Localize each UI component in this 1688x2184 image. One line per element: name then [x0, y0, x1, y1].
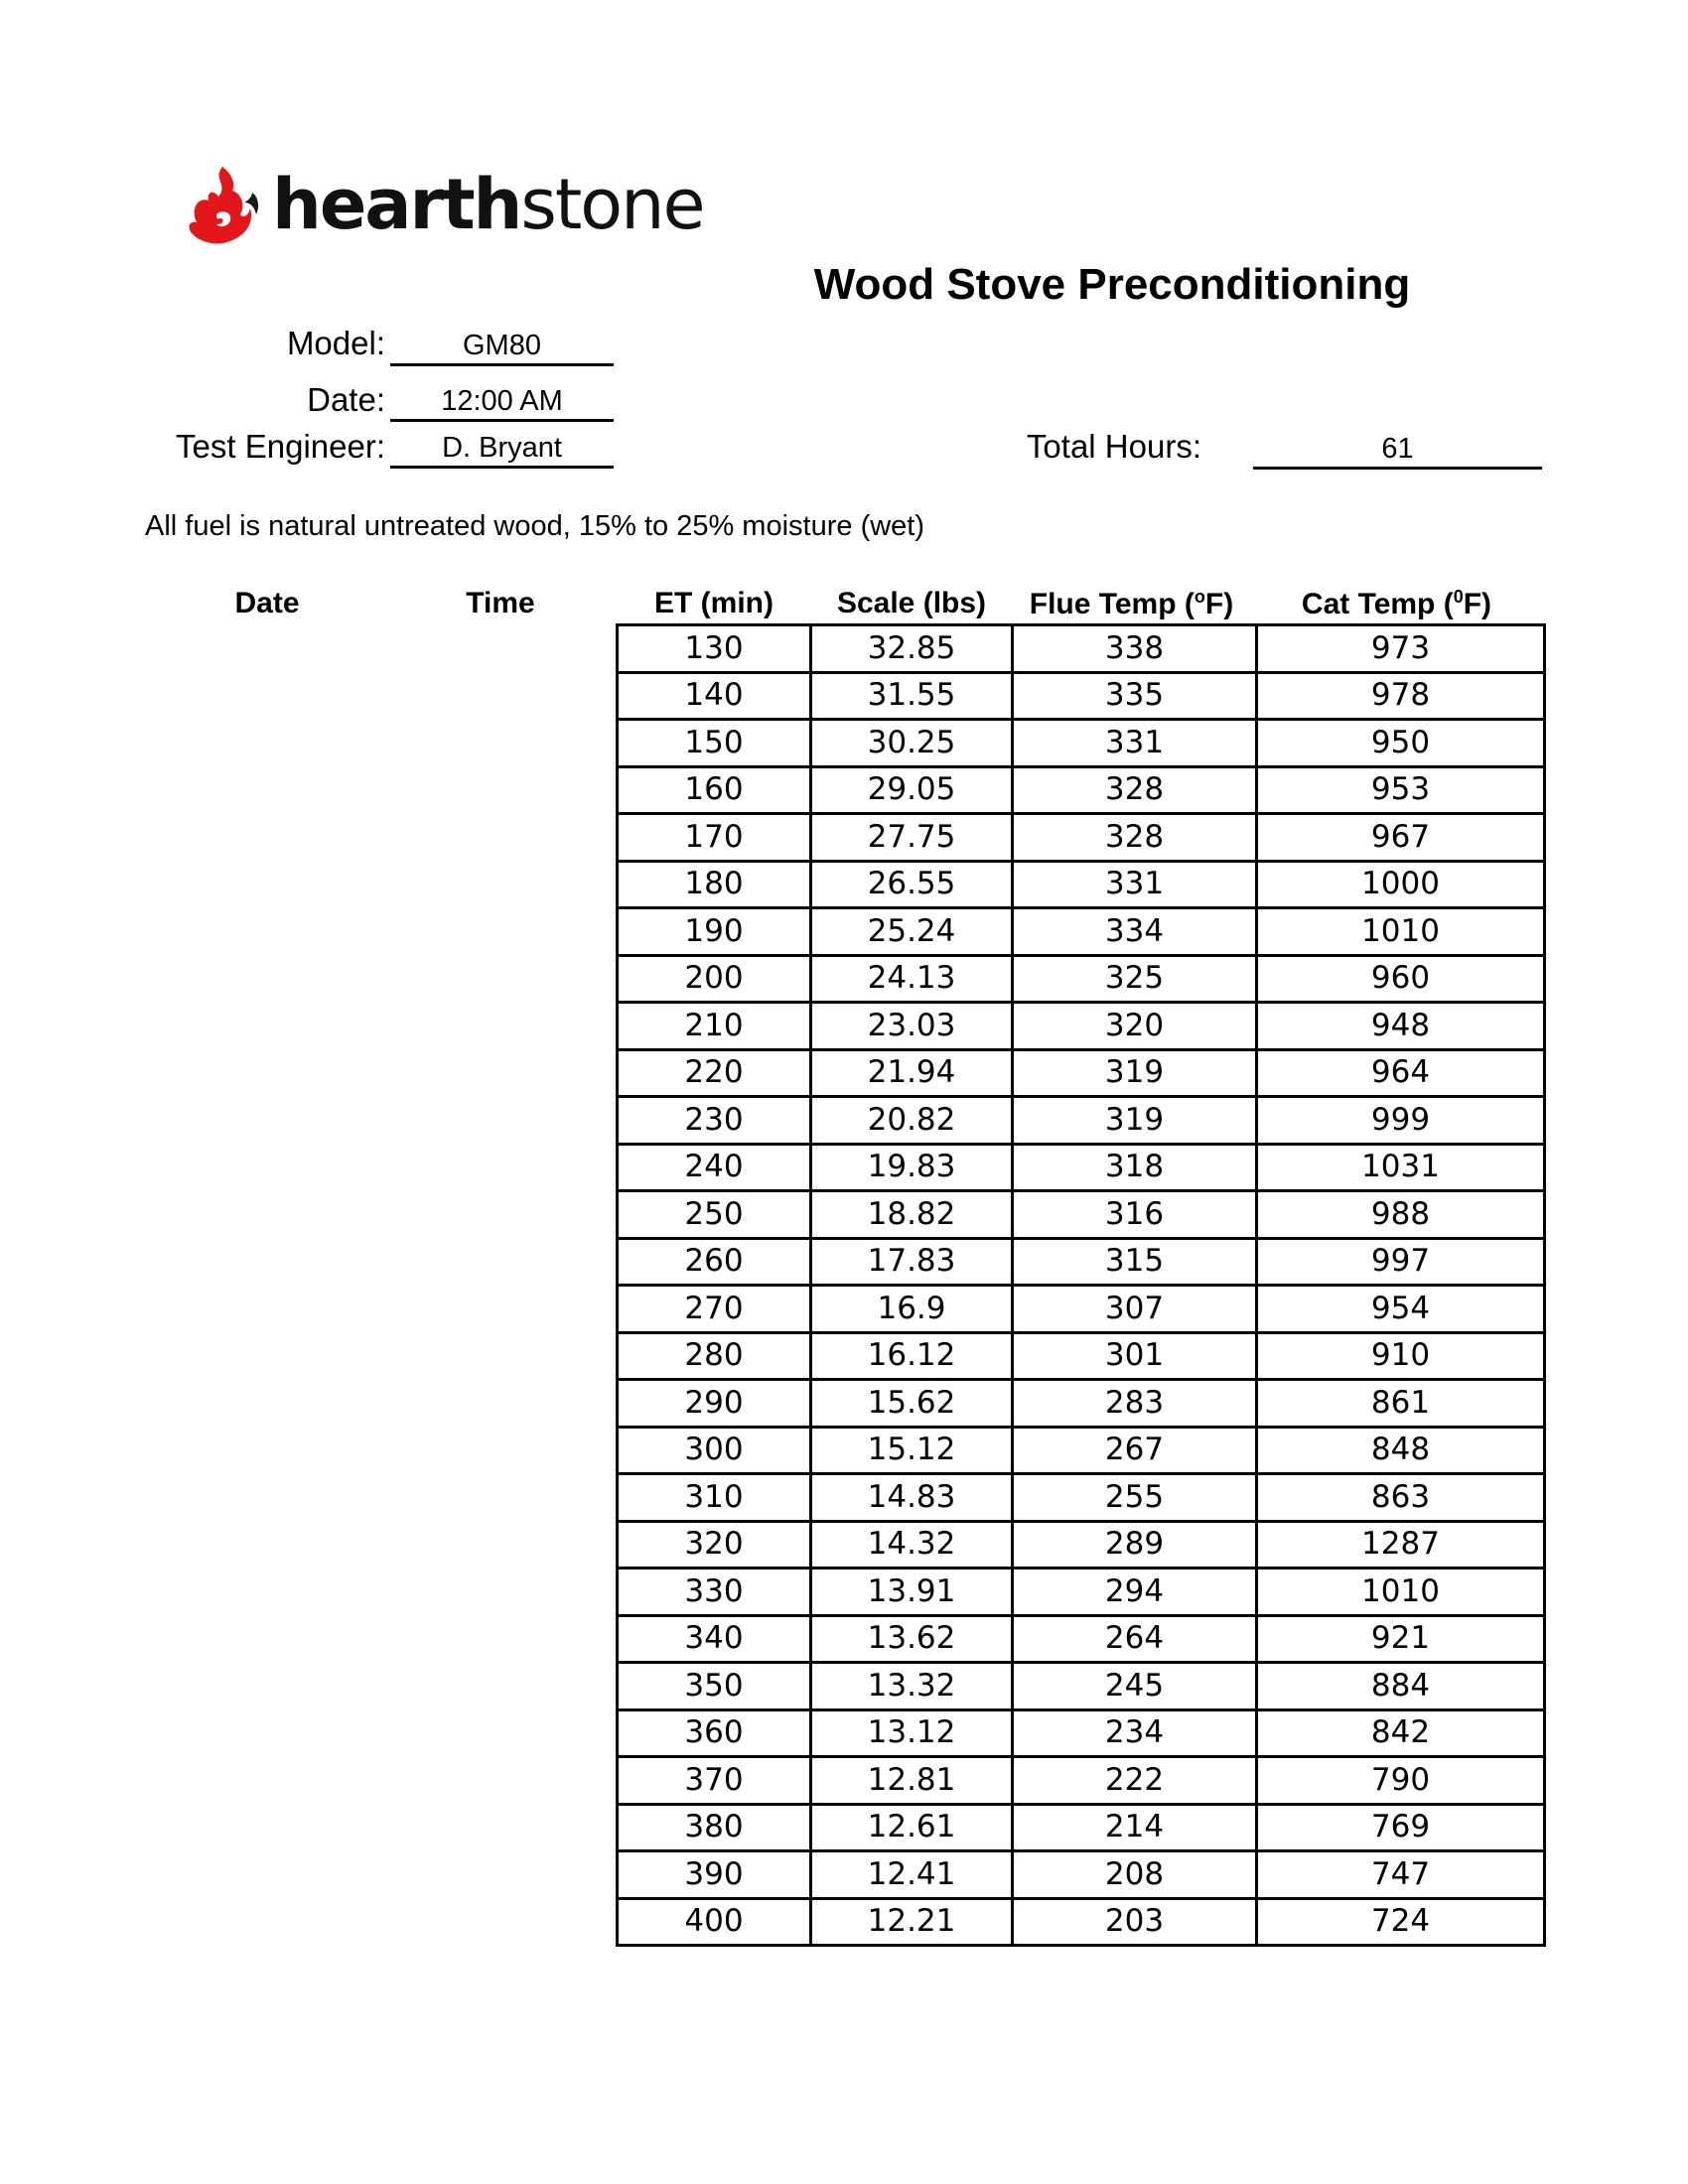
model-value: GM80 — [390, 328, 614, 366]
cell-et: 180 — [618, 861, 811, 908]
cell-cat-temp: 1000 — [1257, 861, 1545, 908]
cell-scale: 31.55 — [811, 672, 1013, 720]
cell-scale: 32.85 — [811, 625, 1013, 673]
header-cat-temp — [1251, 587, 1542, 621]
cell-flue-temp: 334 — [1013, 908, 1257, 956]
cell-cat-temp: 953 — [1257, 766, 1545, 814]
cell-flue-temp: 320 — [1013, 1003, 1257, 1050]
cell-cat-temp: 848 — [1257, 1427, 1545, 1474]
cell-cat-temp: 954 — [1257, 1286, 1545, 1333]
cell-scale: 16.9 — [811, 1286, 1013, 1333]
cell-scale: 13.32 — [811, 1663, 1013, 1710]
cell-et: 340 — [618, 1615, 811, 1663]
total-hours-value: 61 — [1253, 431, 1542, 470]
cell-scale: 13.12 — [811, 1709, 1013, 1757]
header-flue-suffix: F) — [1204, 588, 1234, 620]
table-row — [618, 1238, 1545, 1286]
date-value: 12:00 AM — [390, 383, 614, 422]
table-row — [618, 1851, 1545, 1899]
table-row — [618, 1144, 1545, 1191]
cell-scale: 15.62 — [811, 1380, 1013, 1428]
date-label: Date: — [307, 381, 385, 418]
cell-et: 320 — [618, 1521, 811, 1569]
cell-et: 140 — [618, 672, 811, 720]
cell-et: 390 — [618, 1851, 811, 1899]
cell-et: 150 — [618, 720, 811, 767]
cell-scale: 12.41 — [811, 1851, 1013, 1899]
cell-scale: 14.83 — [811, 1474, 1013, 1522]
hearthstone-logo — [183, 163, 704, 246]
table-row — [618, 1521, 1545, 1569]
logo-wordmark — [272, 164, 704, 245]
model-label: Model: — [286, 325, 385, 361]
cell-et: 370 — [618, 1757, 811, 1805]
table-row — [618, 1097, 1545, 1145]
cell-cat-temp: 967 — [1257, 814, 1545, 862]
cell-cat-temp: 790 — [1257, 1757, 1545, 1805]
header-cat-prefix: Cat Temp ( — [1301, 588, 1454, 620]
table-row — [618, 908, 1545, 956]
logo-word-bold: hearth — [272, 164, 521, 245]
cell-flue-temp: 338 — [1013, 625, 1257, 673]
cell-et: 220 — [618, 1049, 811, 1097]
cell-flue-temp: 331 — [1013, 720, 1257, 767]
cell-scale: 26.55 — [811, 861, 1013, 908]
cell-cat-temp: 964 — [1257, 1049, 1545, 1097]
cell-flue-temp: 316 — [1013, 1191, 1257, 1239]
cell-cat-temp: 960 — [1257, 955, 1545, 1003]
cell-scale: 12.21 — [811, 1898, 1013, 1946]
flame-dark-shape — [244, 193, 258, 214]
cell-flue-temp: 325 — [1013, 955, 1257, 1003]
cell-cat-temp: 747 — [1257, 1851, 1545, 1899]
cell-flue-temp: 264 — [1013, 1615, 1257, 1663]
cell-scale: 14.32 — [811, 1521, 1013, 1569]
cell-scale: 16.12 — [811, 1332, 1013, 1380]
cell-scale: 21.94 — [811, 1049, 1013, 1097]
cell-flue-temp: 328 — [1013, 766, 1257, 814]
cell-cat-temp: 999 — [1257, 1097, 1545, 1145]
cell-flue-temp: 318 — [1013, 1144, 1257, 1191]
cell-cat-temp: 769 — [1257, 1804, 1545, 1851]
cell-et: 330 — [618, 1569, 811, 1616]
cell-cat-temp: 988 — [1257, 1191, 1545, 1239]
cell-flue-temp: 294 — [1013, 1569, 1257, 1616]
table-row — [618, 1569, 1545, 1616]
table-row — [618, 720, 1545, 767]
engineer-label: Test Engineer: — [176, 428, 385, 465]
cell-scale: 12.81 — [811, 1757, 1013, 1805]
cell-flue-temp: 301 — [1013, 1332, 1257, 1380]
header-flue-degree: o — [1194, 587, 1205, 607]
cell-cat-temp: 1031 — [1257, 1144, 1545, 1191]
table-row — [618, 1757, 1545, 1805]
cell-et: 260 — [618, 1238, 811, 1286]
cell-et: 230 — [618, 1097, 811, 1145]
cell-cat-temp: 973 — [1257, 625, 1545, 673]
cell-flue-temp: 234 — [1013, 1709, 1257, 1757]
cell-et: 170 — [618, 814, 811, 862]
cell-flue-temp: 307 — [1013, 1286, 1257, 1333]
cell-scale: 13.91 — [811, 1569, 1013, 1616]
cell-cat-temp: 1010 — [1257, 1569, 1545, 1616]
header-et: ET (min) — [654, 587, 774, 619]
cell-scale: 13.62 — [811, 1615, 1013, 1663]
data-table — [616, 623, 1546, 1947]
cell-scale: 17.83 — [811, 1238, 1013, 1286]
table-row — [618, 766, 1545, 814]
fuel-note: All fuel is natural untreated wood, 15% to 25% moisture (wet) — [145, 510, 925, 542]
table-row — [618, 625, 1545, 673]
table-row — [618, 955, 1545, 1003]
table-row — [618, 1474, 1545, 1522]
cell-et: 270 — [618, 1286, 811, 1333]
cell-flue-temp: 214 — [1013, 1804, 1257, 1851]
header-time: Time — [466, 587, 535, 619]
cell-flue-temp: 289 — [1013, 1521, 1257, 1569]
cell-scale: 12.61 — [811, 1804, 1013, 1851]
cell-scale: 27.75 — [811, 814, 1013, 862]
cell-flue-temp: 203 — [1013, 1898, 1257, 1946]
cell-flue-temp: 267 — [1013, 1427, 1257, 1474]
table-row — [618, 814, 1545, 862]
cell-cat-temp: 910 — [1257, 1332, 1545, 1380]
cell-et: 360 — [618, 1709, 811, 1757]
cell-cat-temp: 863 — [1257, 1474, 1545, 1522]
cell-flue-temp: 319 — [1013, 1097, 1257, 1145]
cell-et: 210 — [618, 1003, 811, 1050]
table-row — [618, 1804, 1545, 1851]
cell-et: 200 — [618, 955, 811, 1003]
flame-outer-shape — [190, 167, 252, 243]
table-row — [618, 1049, 1545, 1097]
cell-cat-temp: 1287 — [1257, 1521, 1545, 1569]
header-flue-temp — [1008, 587, 1255, 621]
cell-flue-temp: 283 — [1013, 1380, 1257, 1428]
cell-scale: 30.25 — [811, 720, 1013, 767]
header-flue-prefix: Flue Temp ( — [1029, 588, 1195, 620]
cell-flue-temp: 208 — [1013, 1851, 1257, 1899]
table-row — [618, 1615, 1545, 1663]
cell-scale: 23.03 — [811, 1003, 1013, 1050]
cell-flue-temp: 319 — [1013, 1049, 1257, 1097]
cell-flue-temp: 331 — [1013, 861, 1257, 908]
cell-et: 350 — [618, 1663, 811, 1710]
table-row — [618, 1003, 1545, 1050]
page-title: Wood Stove Preconditioning — [813, 260, 1411, 309]
cell-flue-temp: 315 — [1013, 1238, 1257, 1286]
cell-cat-temp: 978 — [1257, 672, 1545, 720]
cell-cat-temp: 921 — [1257, 1615, 1545, 1663]
table-row — [618, 1427, 1545, 1474]
flame-icon — [183, 163, 266, 246]
table-row — [618, 861, 1545, 908]
cell-et: 280 — [618, 1332, 811, 1380]
cell-scale: 24.13 — [811, 955, 1013, 1003]
cell-cat-temp: 724 — [1257, 1898, 1545, 1946]
cell-scale: 19.83 — [811, 1144, 1013, 1191]
cell-et: 130 — [618, 625, 811, 673]
header-date: Date — [234, 587, 300, 619]
cell-cat-temp: 1010 — [1257, 908, 1545, 956]
table-row — [618, 1332, 1545, 1380]
cell-et: 240 — [618, 1144, 811, 1191]
cell-cat-temp: 997 — [1257, 1238, 1545, 1286]
cell-et: 310 — [618, 1474, 811, 1522]
cell-scale: 15.12 — [811, 1427, 1013, 1474]
table-row — [618, 1663, 1545, 1710]
cell-scale: 29.05 — [811, 766, 1013, 814]
cell-cat-temp: 948 — [1257, 1003, 1545, 1050]
header-cat-suffix: F) — [1463, 588, 1492, 620]
cell-et: 160 — [618, 766, 811, 814]
logo-word-light: stone — [520, 164, 704, 245]
header-cat-degree: 0 — [1453, 587, 1464, 607]
cell-cat-temp: 842 — [1257, 1709, 1545, 1757]
table-row — [618, 1380, 1545, 1428]
cell-flue-temp: 328 — [1013, 814, 1257, 862]
cell-flue-temp: 245 — [1013, 1663, 1257, 1710]
engineer-value: D. Bryant — [390, 430, 614, 469]
cell-scale: 18.82 — [811, 1191, 1013, 1239]
header-scale: Scale (lbs) — [836, 587, 987, 619]
cell-et: 250 — [618, 1191, 811, 1239]
table-row — [618, 1286, 1545, 1333]
cell-et: 190 — [618, 908, 811, 956]
cell-scale: 20.82 — [811, 1097, 1013, 1145]
cell-cat-temp: 884 — [1257, 1663, 1545, 1710]
table-row — [618, 672, 1545, 720]
table-row — [618, 1898, 1545, 1946]
cell-et: 290 — [618, 1380, 811, 1428]
cell-cat-temp: 861 — [1257, 1380, 1545, 1428]
cell-scale: 25.24 — [811, 908, 1013, 956]
cell-flue-temp: 255 — [1013, 1474, 1257, 1522]
cell-flue-temp: 222 — [1013, 1757, 1257, 1805]
cell-flue-temp: 335 — [1013, 672, 1257, 720]
total-hours-label: Total Hours: — [1026, 428, 1201, 465]
data-table-body — [618, 625, 1545, 1946]
table-row — [618, 1709, 1545, 1757]
cell-et: 400 — [618, 1898, 811, 1946]
cell-et: 380 — [618, 1804, 811, 1851]
cell-cat-temp: 950 — [1257, 720, 1545, 767]
cell-et: 300 — [618, 1427, 811, 1474]
table-row — [618, 1191, 1545, 1239]
